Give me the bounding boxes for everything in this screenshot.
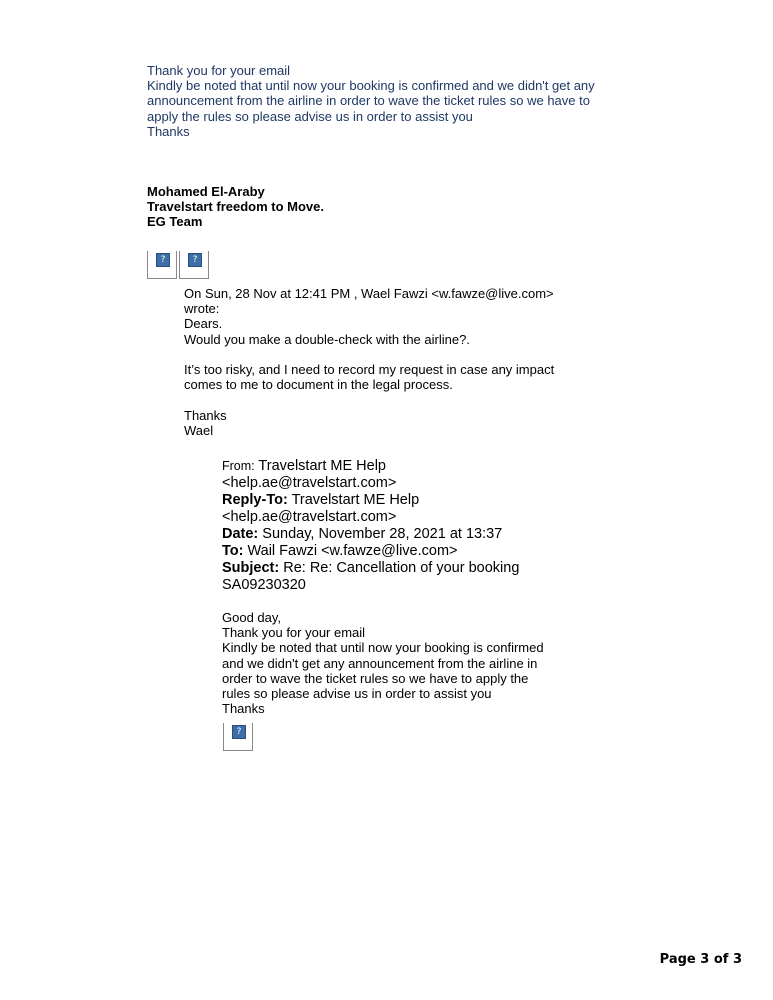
- question-icon: ?: [232, 725, 246, 739]
- body-line: rules so please advise us in order to assist you: [222, 686, 492, 702]
- signature-name: Mohamed El-Araby: [147, 184, 265, 199]
- body-line: and we didn't get any announcement from the airline in: [222, 655, 538, 671]
- signature-company: Travelstart freedom to Move.: [147, 199, 324, 215]
- to-value: Wail Fawzi <w.fawze@live.com>: [247, 543, 458, 559]
- replyto-label: Reply-To:: [222, 492, 288, 508]
- body-line: Thank you for your email: [222, 625, 366, 641]
- signature-team: EG Team: [147, 214, 203, 230]
- to-label: To:: [222, 543, 244, 559]
- from-label: From:: [222, 459, 255, 473]
- quote-header: wrote:: [184, 301, 220, 317]
- date-value: Sunday, November 28, 2021 at 13:37: [262, 526, 503, 542]
- date-label: Date:: [222, 526, 259, 542]
- reply-line: Kindly be noted that until now your booking is confirmed and we didn't get any: [147, 78, 595, 94]
- quote-line: comes to me to document in the legal process.: [184, 377, 453, 393]
- question-icon: ?: [156, 253, 170, 267]
- broken-image-icon: [147, 251, 177, 279]
- body-line: order to wave the ticket rules so we have to apply the: [222, 670, 529, 686]
- question-icon: ?: [188, 253, 202, 267]
- quote-line: Would you make a double-check with the airline?.: [184, 331, 470, 347]
- broken-image-icon: [179, 251, 209, 279]
- reply-body: [147, 63, 595, 139]
- subject-value: Re: Re: Cancellation of your booking: [283, 560, 520, 576]
- from-email: <help.ae@travelstart.com>: [222, 475, 397, 491]
- quoted-message: [184, 286, 554, 438]
- body-line: Thanks: [222, 701, 265, 717]
- reply-line: Thanks: [147, 123, 190, 139]
- quote-sender: Wael: [184, 422, 214, 438]
- quote-closing: Thanks: [184, 407, 227, 423]
- quote-greeting: Dears.: [184, 316, 223, 332]
- reply-line: announcement from the airline in order to wave the ticket rules so we have to: [147, 93, 590, 109]
- subject-ref: SA09230320: [222, 577, 306, 593]
- replyto-email: <help.ae@travelstart.com>: [222, 509, 397, 525]
- body-line: Kindly be noted that until now your booking is confirmed: [222, 640, 544, 656]
- broken-image-icon: [223, 723, 253, 751]
- reply-line: Thank you for your email: [147, 63, 291, 78]
- body-line: Good day,: [222, 610, 282, 625]
- forwarded-header: [222, 458, 519, 594]
- page-number: Page 3 of 3: [659, 952, 742, 967]
- quote-line: It’s too risky, and I need to record my request in case any impact: [184, 362, 555, 377]
- quote-header: On Sun, 28 Nov at 12:41 PM , Wael Fawzi <w.fawze@live.com>: [184, 286, 554, 301]
- from-value: Travelstart ME Help: [258, 458, 386, 474]
- reply-line: apply the rules so please advise us in order to assist you: [147, 108, 473, 124]
- signature: [147, 184, 324, 230]
- replyto-value: Travelstart ME Help: [291, 492, 420, 508]
- subject-label: Subject:: [222, 560, 280, 576]
- forwarded-body: [222, 610, 544, 716]
